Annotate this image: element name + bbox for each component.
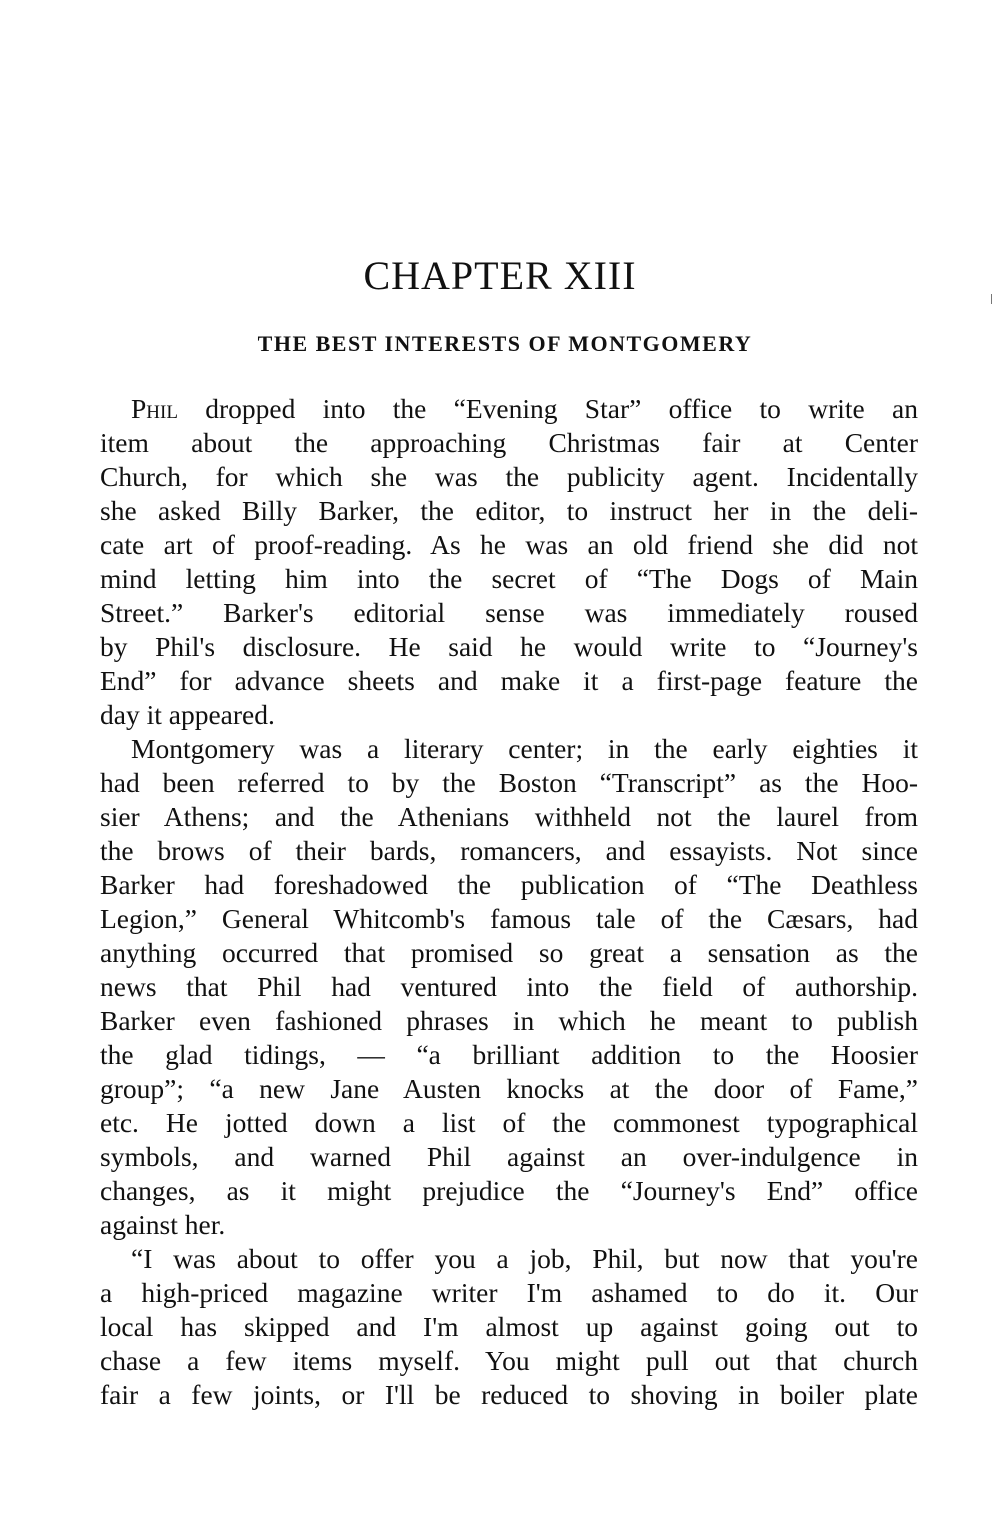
body-line: Church, for which she was the publicity agent. Incidentally <box>100 461 918 492</box>
body-line: cate art of proof-reading. As he was an old friend she did not <box>100 529 918 560</box>
body-line: changes, as it might prejudice the “Journey's End” office <box>100 1175 918 1206</box>
body-line: Street.” Barker's editorial sense was immediately roused <box>100 597 918 628</box>
body-line: the brows of their bards, romancers, and essayists. Not since <box>100 835 918 866</box>
body-line: fair a few joints, or I'll be reduced to shoving in boiler plate <box>100 1379 918 1410</box>
body-line: etc. He jotted down a list of the commonest typographical <box>100 1107 918 1138</box>
body-line: Barker had foreshadowed the publication of “The Deathless <box>100 869 918 900</box>
body-line: a high-priced magazine writer I'm ashamed to do it. Our <box>100 1277 918 1308</box>
body-line: mind letting him into the secret of “The Dogs of Main <box>100 563 918 594</box>
body-line: had been referred to by the Boston “Transcript” as the Hoo- <box>100 767 918 798</box>
body-line: Barker even fashioned phrases in which he meant to publish <box>100 1005 918 1036</box>
body-line: chase a few items myself. You might pull out that church <box>100 1345 918 1376</box>
body-line: she asked Billy Barker, the editor, to instruct her in the deli- <box>100 495 918 526</box>
body-line: “I was about to offer you a job, Phil, but now that you're <box>131 1243 918 1274</box>
body-line: symbols, and warned Phil against an over-indulgence in <box>100 1141 918 1172</box>
body-line: local has skipped and I'm almost up against going out to <box>100 1311 918 1342</box>
body-line: by Phil's disclosure. He said he would write to “Journey's <box>100 631 918 662</box>
body-line: news that Phil had ventured into the field of authorship. <box>100 971 918 1002</box>
body-line: Montgomery was a literary center; in the early eighties it <box>131 733 918 764</box>
body-line: against her. <box>100 1209 226 1240</box>
body-line: group”; “a new Jane Austen knocks at the door of Fame,” <box>100 1073 918 1104</box>
margin-mark <box>991 294 992 304</box>
body-line: the glad tidings, — “a brilliant addition to the Hoosier <box>100 1039 918 1070</box>
body-line: End” for advance sheets and make it a first-page feature the <box>100 665 918 696</box>
body-line: Legion,” General Whitcomb's famous tale of the Cæsars, had <box>100 903 918 934</box>
chapter-body <box>100 392 918 1412</box>
opening-word: Phil <box>131 393 178 424</box>
body-line: day it appeared. <box>100 699 275 730</box>
body-line: anything occurred that promised so great a sensation as the <box>100 937 918 968</box>
body-line-text: dropped into the “Evening Star” office to write an <box>177 393 918 424</box>
body-line: sier Athens; and the Athenians withheld not the laurel from <box>100 801 918 832</box>
body-line <box>100 392 918 426</box>
chapter-number: CHAPTER XIII <box>363 253 637 298</box>
body-line: item about the approaching Christmas fair at Center <box>100 427 918 458</box>
chapter-title: THE BEST INTERESTS OF MONTGOMERY <box>257 331 753 356</box>
